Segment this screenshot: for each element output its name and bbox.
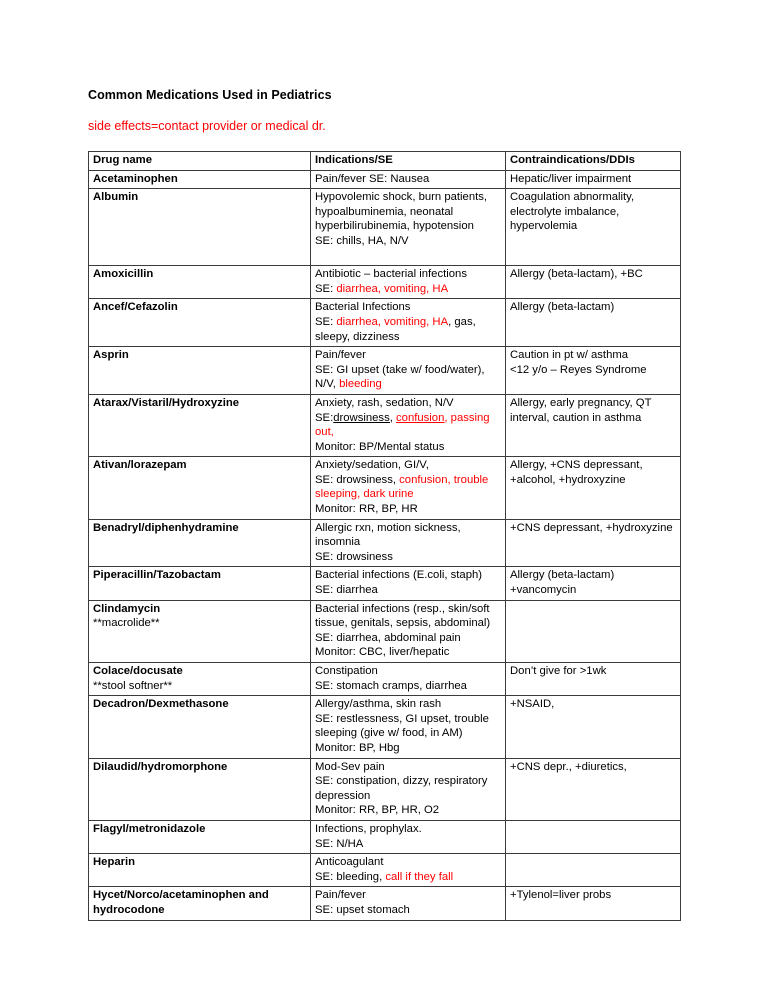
- indications-monitor-text: Monitor: BP, Hbg: [315, 741, 400, 754]
- cell-indications: [311, 854, 506, 887]
- cell-indications: [311, 519, 506, 567]
- cell-indications: [311, 600, 506, 662]
- table-body: [89, 152, 681, 921]
- drug-name-text: Amoxicillin: [93, 268, 154, 281]
- drug-name-text: Atarax/Vistaril/Hydroxyzine: [93, 396, 240, 409]
- indications-text: Hypovolemic shock, burn patients, hypoalbuminemia, neonatal hyperbilirubinemia, hypotension: [315, 191, 488, 233]
- cell-indications: [311, 189, 506, 266]
- cell-contraindications: [506, 347, 681, 395]
- cell-drug-name: [89, 394, 311, 456]
- table-row: [89, 457, 681, 519]
- cell-indications: [311, 567, 506, 600]
- cell-indications: [311, 820, 506, 853]
- cell-drug-name: [89, 457, 311, 519]
- drug-name-text: Dilaudid/hydromorphone: [93, 760, 228, 773]
- cell-contraindications: [506, 457, 681, 519]
- cell-contraindications: [506, 758, 681, 820]
- indications-se-text: SE: drowsiness, confusion, trouble sleeping, dark urine: [315, 473, 489, 501]
- se-highlight-text-2: passing out,: [315, 411, 490, 439]
- cell-indications: [311, 299, 506, 347]
- contraindications-text: Allergy (beta-lactam): [510, 301, 615, 314]
- cell-drug-name: [89, 758, 311, 820]
- cell-drug-name: [89, 299, 311, 347]
- cell-drug-name: [89, 820, 311, 853]
- se-highlight-text: diarrhea, vomiting, HA: [336, 282, 449, 295]
- cell-contraindications: [506, 600, 681, 662]
- drug-name-text: Albumin: [93, 191, 139, 204]
- indications-se-text: SE: restlessness, GI upset, trouble sleeping (give w/ food, in AM): [315, 712, 489, 740]
- medications-table: [88, 151, 681, 921]
- contraindications-text: Allergy (beta-lactam), +BC: [510, 268, 643, 281]
- cell-indications: [311, 266, 506, 299]
- table-row: [89, 347, 681, 395]
- indications-se-text: SE: chills, HA, N/V: [315, 234, 409, 247]
- indications-text: Allergic rxn, motion sickness, insomnia: [315, 521, 461, 549]
- cell-indications: [311, 696, 506, 758]
- indications-text: Pain/fever: [315, 349, 366, 362]
- table-row: [89, 820, 681, 853]
- drug-name-text: Asprin: [93, 349, 129, 362]
- cell-drug-name: [89, 696, 311, 758]
- table-row: [89, 696, 681, 758]
- cell-drug-name: [89, 519, 311, 567]
- indications-monitor-text: Monitor: RR, BP, HR, O2: [315, 804, 440, 817]
- cell-contraindications: [506, 567, 681, 600]
- indications-monitor-text: Monitor: BP/Mental status: [315, 440, 445, 453]
- cell-indications: [311, 457, 506, 519]
- table-row: [89, 394, 681, 456]
- contraindications-text: +CNS depressant, +hydroxyzine: [510, 521, 673, 534]
- indications-se-text: SE:drowsiness, confusion, passing out,: [315, 411, 490, 439]
- table-row: [89, 519, 681, 567]
- indications-monitor-text: Monitor: RR, BP, HR: [315, 503, 418, 516]
- indications-text: Anticoagulant: [315, 856, 384, 869]
- cell-contraindications: [506, 519, 681, 567]
- drug-name-text: Colace/docusate: [93, 665, 183, 677]
- se-highlight-text: confusion, trouble sleeping, dark urine: [315, 473, 489, 501]
- se-underline-text: drowsiness,: [333, 411, 393, 424]
- indications-text: Mod-Sev pain: [315, 760, 385, 773]
- cell-indications: [311, 394, 506, 456]
- table-row: [89, 189, 681, 266]
- indications-monitor-text: Monitor: CBC, liver/hepatic: [315, 646, 450, 659]
- cell-contraindications: [506, 696, 681, 758]
- contraindications-text: Hepatic/liver impairment: [510, 172, 632, 185]
- indications-text: Bacterial infections (resp., skin/soft tissue, genitals, sepsis, abdominal): [315, 602, 491, 630]
- se-highlight-text: call if they fall: [385, 870, 454, 883]
- drug-name-text: Heparin: [93, 856, 136, 869]
- drug-name-text: Benadryl/diphenhydramine: [93, 521, 239, 534]
- indications-se-text: SE: constipation, dizzy, respiratory depression: [315, 775, 488, 802]
- table-row: [89, 663, 681, 696]
- cell-contraindications: [506, 820, 681, 853]
- indications-text: Anxiety, rash, sedation, N/V: [315, 396, 454, 409]
- indications-se-text: SE: upset stomach: [315, 903, 410, 916]
- cell-indications: [311, 170, 506, 189]
- indications-se-text: SE: stomach cramps, diarrhea: [315, 679, 467, 692]
- page-subtitle: side effects=contact provider or medical dr.: [88, 119, 326, 133]
- indications-text: Pain/fever: [315, 889, 366, 902]
- cell-drug-name: [89, 170, 311, 189]
- table-header-row: [89, 152, 681, 171]
- drug-name-text: Ativan/lorazepam: [93, 459, 187, 472]
- cell-contraindications: [506, 189, 681, 266]
- contraindications-text: Allergy (beta-lactam) +vancomycin: [510, 569, 615, 597]
- se-highlight-text: bleeding: [339, 378, 382, 391]
- contraindications-text: Coagulation abnormality, electrolyte imbalance, hypervolemia: [510, 191, 635, 233]
- cell-indications: [311, 758, 506, 820]
- column-header-indications: Indications/SE: [311, 152, 506, 171]
- cell-drug-name: [89, 347, 311, 395]
- indications-se-text: SE: diarrhea, abdominal pain: [315, 631, 461, 644]
- cell-contraindications: [506, 854, 681, 887]
- contraindications-text: +Tylenol=liver probs: [510, 889, 612, 902]
- spacer-line: [315, 249, 502, 264]
- drug-name-note: **macrolide**: [93, 617, 160, 630]
- cell-drug-name: [89, 600, 311, 662]
- indications-se-text: SE: N/HA: [315, 837, 364, 850]
- cell-contraindications: [506, 299, 681, 347]
- drug-name-note: **stool softner**: [93, 679, 173, 692]
- table-row: [89, 299, 681, 347]
- cell-drug-name: [89, 663, 311, 696]
- indications-se-text: SE: bleeding, call if they fall: [315, 870, 454, 883]
- contraindications-text: +NSAID,: [510, 698, 555, 711]
- cell-contraindications: [506, 887, 681, 920]
- contraindications-text: Allergy, +CNS depressant, +alcohol, +hydroxyzine: [510, 459, 643, 486]
- indications-text: Allergy/asthma, skin rash: [315, 698, 442, 711]
- indications-se-text: SE: drowsiness: [315, 550, 393, 563]
- table-row: [89, 854, 681, 887]
- contraindications-text-2: <12 y/o – Reyes Syndrome: [510, 363, 647, 376]
- contraindications-text: Allergy, early pregnancy, QT interval, caution in asthma: [510, 396, 652, 424]
- drug-name-text: Acetaminophen: [93, 172, 178, 185]
- indications-text: Bacterial infections (E.coli, staph): [315, 569, 483, 582]
- indications-text: Pain/fever SE: Nausea: [315, 172, 430, 185]
- drug-name-text: Ancef/Cefazolin: [93, 301, 178, 314]
- drug-name-text: Decadron/Dexmethasone: [93, 698, 229, 711]
- contraindications-text: +CNS depr., +diuretics,: [510, 760, 627, 773]
- cell-drug-name: [89, 567, 311, 600]
- cell-indications: [311, 887, 506, 920]
- drug-name-text: Flagyl/metronidazole: [93, 822, 206, 835]
- indications-text: Bacterial Infections: [315, 301, 411, 314]
- indications-se-text: SE: diarrhea, vomiting, HA, gas, sleepy, dizziness: [315, 315, 476, 343]
- table-row: [89, 170, 681, 189]
- cell-contraindications: [506, 394, 681, 456]
- indications-se-text: SE: diarrhea: [315, 584, 378, 597]
- table-row: [89, 600, 681, 662]
- column-header-contraindications: Contraindications/DDIs: [506, 152, 681, 171]
- cell-contraindications: [506, 663, 681, 696]
- page-title: Common Medications Used in Pediatrics: [88, 88, 332, 102]
- cell-contraindications: [506, 170, 681, 189]
- contraindications-text: Caution in pt w/ asthma: [510, 349, 629, 362]
- se-highlight-text: confusion,: [396, 411, 448, 424]
- drug-name-text: Hycet/Norco/acetaminophen and hydrocodone: [93, 889, 269, 916]
- cell-drug-name: [89, 854, 311, 887]
- cell-drug-name: [89, 189, 311, 266]
- indications-se-text: SE: diarrhea, vomiting, HA: [315, 282, 449, 295]
- indications-text: Constipation: [315, 665, 378, 677]
- indications-se-text: SE: GI upset (take w/ food/water), N/V, bleeding: [315, 363, 485, 391]
- cell-drug-name: [89, 266, 311, 299]
- contraindications-text: Don’t give for >1wk: [510, 665, 607, 677]
- cell-drug-name: [89, 887, 311, 920]
- drug-name-text: Clindamycin: [93, 602, 161, 615]
- table-row: [89, 758, 681, 820]
- cell-contraindications: [506, 266, 681, 299]
- indications-text: Infections, prophylax.: [315, 822, 422, 835]
- cell-indications: [311, 663, 506, 696]
- indications-text: Antibiotic – bacterial infections: [315, 268, 467, 281]
- table-row: [89, 567, 681, 600]
- cell-indications: [311, 347, 506, 395]
- indications-text: Anxiety/sedation, GI/V,: [315, 459, 429, 472]
- se-highlight-text: diarrhea, vomiting, HA: [336, 315, 449, 328]
- drug-name-text: Piperacillin/Tazobactam: [93, 569, 221, 582]
- column-header-drug-name: Drug name: [89, 152, 311, 171]
- table-row: [89, 266, 681, 299]
- table-row: [89, 887, 681, 920]
